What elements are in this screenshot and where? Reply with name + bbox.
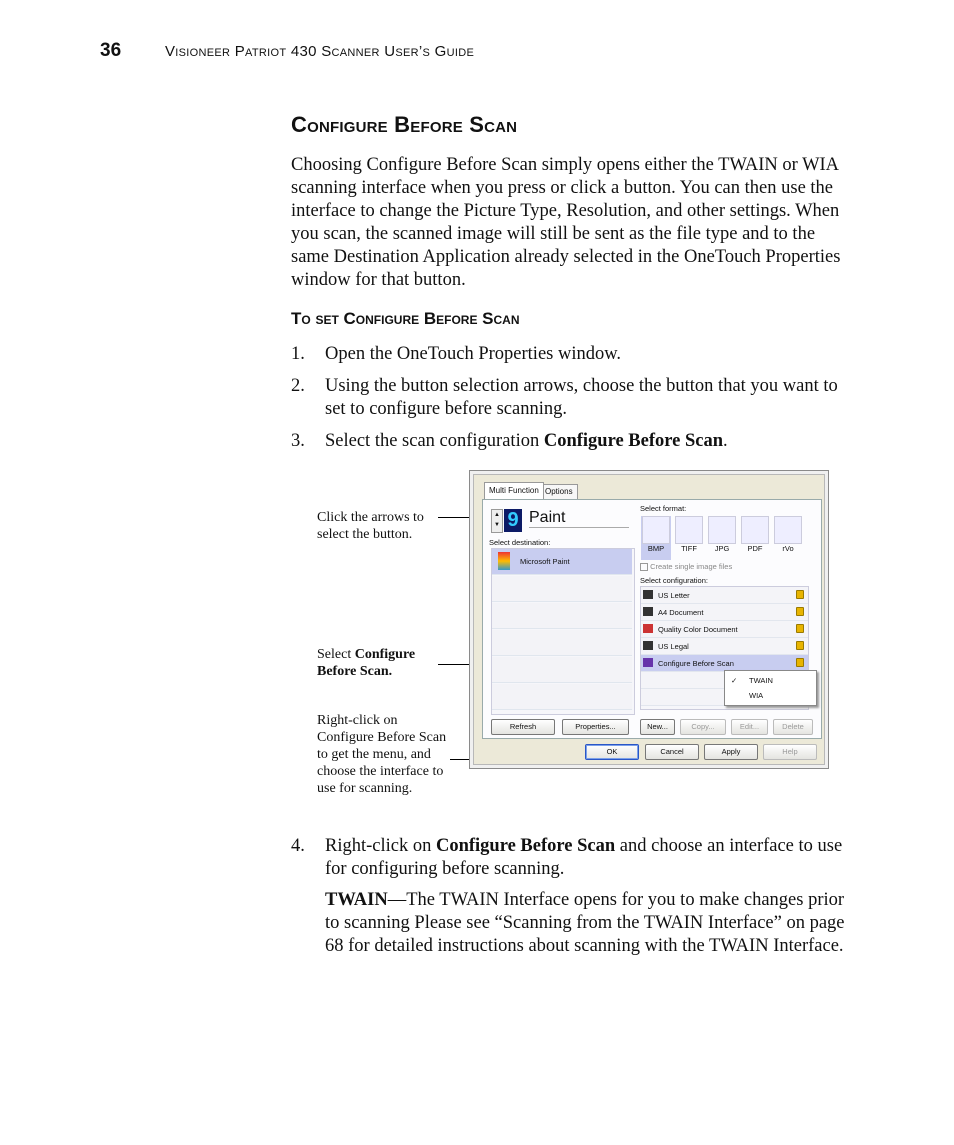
pdf-icon — [741, 516, 769, 544]
format-bmp[interactable]: BMP — [641, 516, 671, 560]
onetouch-properties-screenshot — [469, 470, 829, 769]
button-number-display: 9 — [504, 509, 522, 532]
jpg-icon — [708, 516, 736, 544]
intro-paragraph: Choosing Configure Before Scan simply opens either the TWAIN or WIA scanning interface when you press or click a button. You can then use the interface to change the Picture Type, Resolution, and other settings. When you scan, the scanned image will still be sent as the file type and to the same Destination Application already selected in the OneTouch Properties window for that button. — [291, 155, 841, 290]
step-text: Right-click on Configure Before Scan and choose an interface to use for configuring before scanning. — [325, 836, 843, 879]
arrow-down-icon[interactable]: ▼ — [494, 522, 500, 528]
format-list[interactable] — [641, 516, 811, 560]
list-item — [492, 684, 632, 710]
running-title: Visioneer Patriot 430 Scanner User’s Guide — [165, 43, 475, 60]
bmp-icon — [642, 516, 670, 544]
page-number: 36 — [100, 40, 122, 61]
help-button[interactable]: Help — [763, 744, 817, 760]
lock-icon — [796, 624, 804, 633]
tab-multi-function[interactable]: Multi Function — [484, 482, 544, 499]
tab-options[interactable]: Options — [540, 484, 578, 499]
arrow-up-icon[interactable]: ▲ — [494, 512, 500, 518]
list-item[interactable] — [492, 549, 632, 575]
format-pdf[interactable]: PDF — [740, 516, 770, 560]
check-icon: ✓ — [731, 676, 738, 685]
edit-button[interactable]: Edit... — [731, 719, 768, 735]
list-item — [492, 630, 632, 656]
step-text: Using the button selection arrows, choose the button that you want to set to configure before scanning. — [325, 376, 838, 419]
list-item[interactable]: Quality Color Document — [641, 621, 808, 638]
checkbox-icon — [640, 563, 648, 571]
format-rvo[interactable]: rVo — [773, 516, 803, 560]
config-icon — [643, 607, 653, 616]
callout-select: Select Configure Before Scan. — [317, 647, 416, 679]
step-text: Open the OneTouch Properties window. — [325, 344, 622, 364]
refresh-button[interactable]: Refresh — [491, 719, 555, 735]
callout-rightclick: Right-click on Configure Before Scan to get the menu, and choose the interface to use for scanning. — [317, 713, 447, 796]
apply-button[interactable]: Apply — [704, 744, 758, 760]
new-button[interactable]: New... — [640, 719, 675, 735]
subsection-title: To set Configure Before Scan — [291, 309, 520, 328]
step-number: 3. — [291, 431, 305, 451]
step-number: 4. — [291, 836, 305, 856]
ok-button[interactable]: OK — [585, 744, 639, 760]
single-image-checkbox[interactable]: Create single image files — [640, 562, 732, 571]
button-name: Paint — [529, 509, 629, 528]
destination-name: Microsoft Paint — [520, 557, 570, 566]
format-jpg[interactable]: JPG — [707, 516, 737, 560]
button-selection-arrows[interactable] — [491, 509, 503, 533]
cancel-button[interactable]: Cancel — [645, 744, 699, 760]
twain-description: TWAIN—The TWAIN Interface opens for you to make changes prior to scanning Please see “Scanning from the TWAIN Interface” on page 68 for detailed instructions about scanning with the TWAIN Interface. — [325, 890, 845, 956]
step-text: Select the scan configuration Configure Before Scan. — [325, 431, 728, 451]
rvo-icon — [774, 516, 802, 544]
select-configuration-label: Select configuration: — [640, 576, 708, 585]
section-title: Configure Before Scan — [291, 112, 518, 137]
list-item — [492, 657, 632, 683]
config-icon — [643, 624, 653, 633]
callout-arrows: Click the arrows to select the button. — [317, 510, 424, 542]
copy-button[interactable]: Copy... — [680, 719, 726, 735]
list-item — [492, 576, 632, 602]
list-item[interactable]: US Letter — [641, 587, 808, 604]
tab-panel — [482, 499, 822, 739]
properties-button[interactable]: Properties... — [562, 719, 629, 735]
paint-icon — [498, 552, 510, 570]
step-number: 2. — [291, 376, 305, 396]
format-tiff[interactable]: TIFF — [674, 516, 704, 560]
config-icon — [643, 658, 653, 667]
lock-icon — [796, 641, 804, 650]
destination-list[interactable] — [491, 548, 635, 715]
menu-item-twain[interactable]: TWAIN — [749, 676, 773, 685]
select-format-label: Select format: — [640, 504, 687, 513]
config-icon — [643, 590, 653, 599]
config-icon — [643, 641, 653, 650]
lock-icon — [796, 658, 804, 667]
delete-button[interactable]: Delete — [773, 719, 813, 735]
list-item[interactable]: A4 Document — [641, 604, 808, 621]
lock-icon — [796, 607, 804, 616]
menu-item-wia[interactable]: WIA — [749, 691, 764, 700]
step-number: 1. — [291, 344, 305, 364]
context-menu — [724, 670, 817, 706]
lock-icon — [796, 590, 804, 599]
list-item — [492, 603, 632, 629]
list-item[interactable]: US Legal — [641, 638, 808, 655]
list-item[interactable]: Configure Before Scan — [641, 655, 808, 672]
tiff-icon — [675, 516, 703, 544]
select-destination-label: Select destination: — [489, 538, 551, 547]
